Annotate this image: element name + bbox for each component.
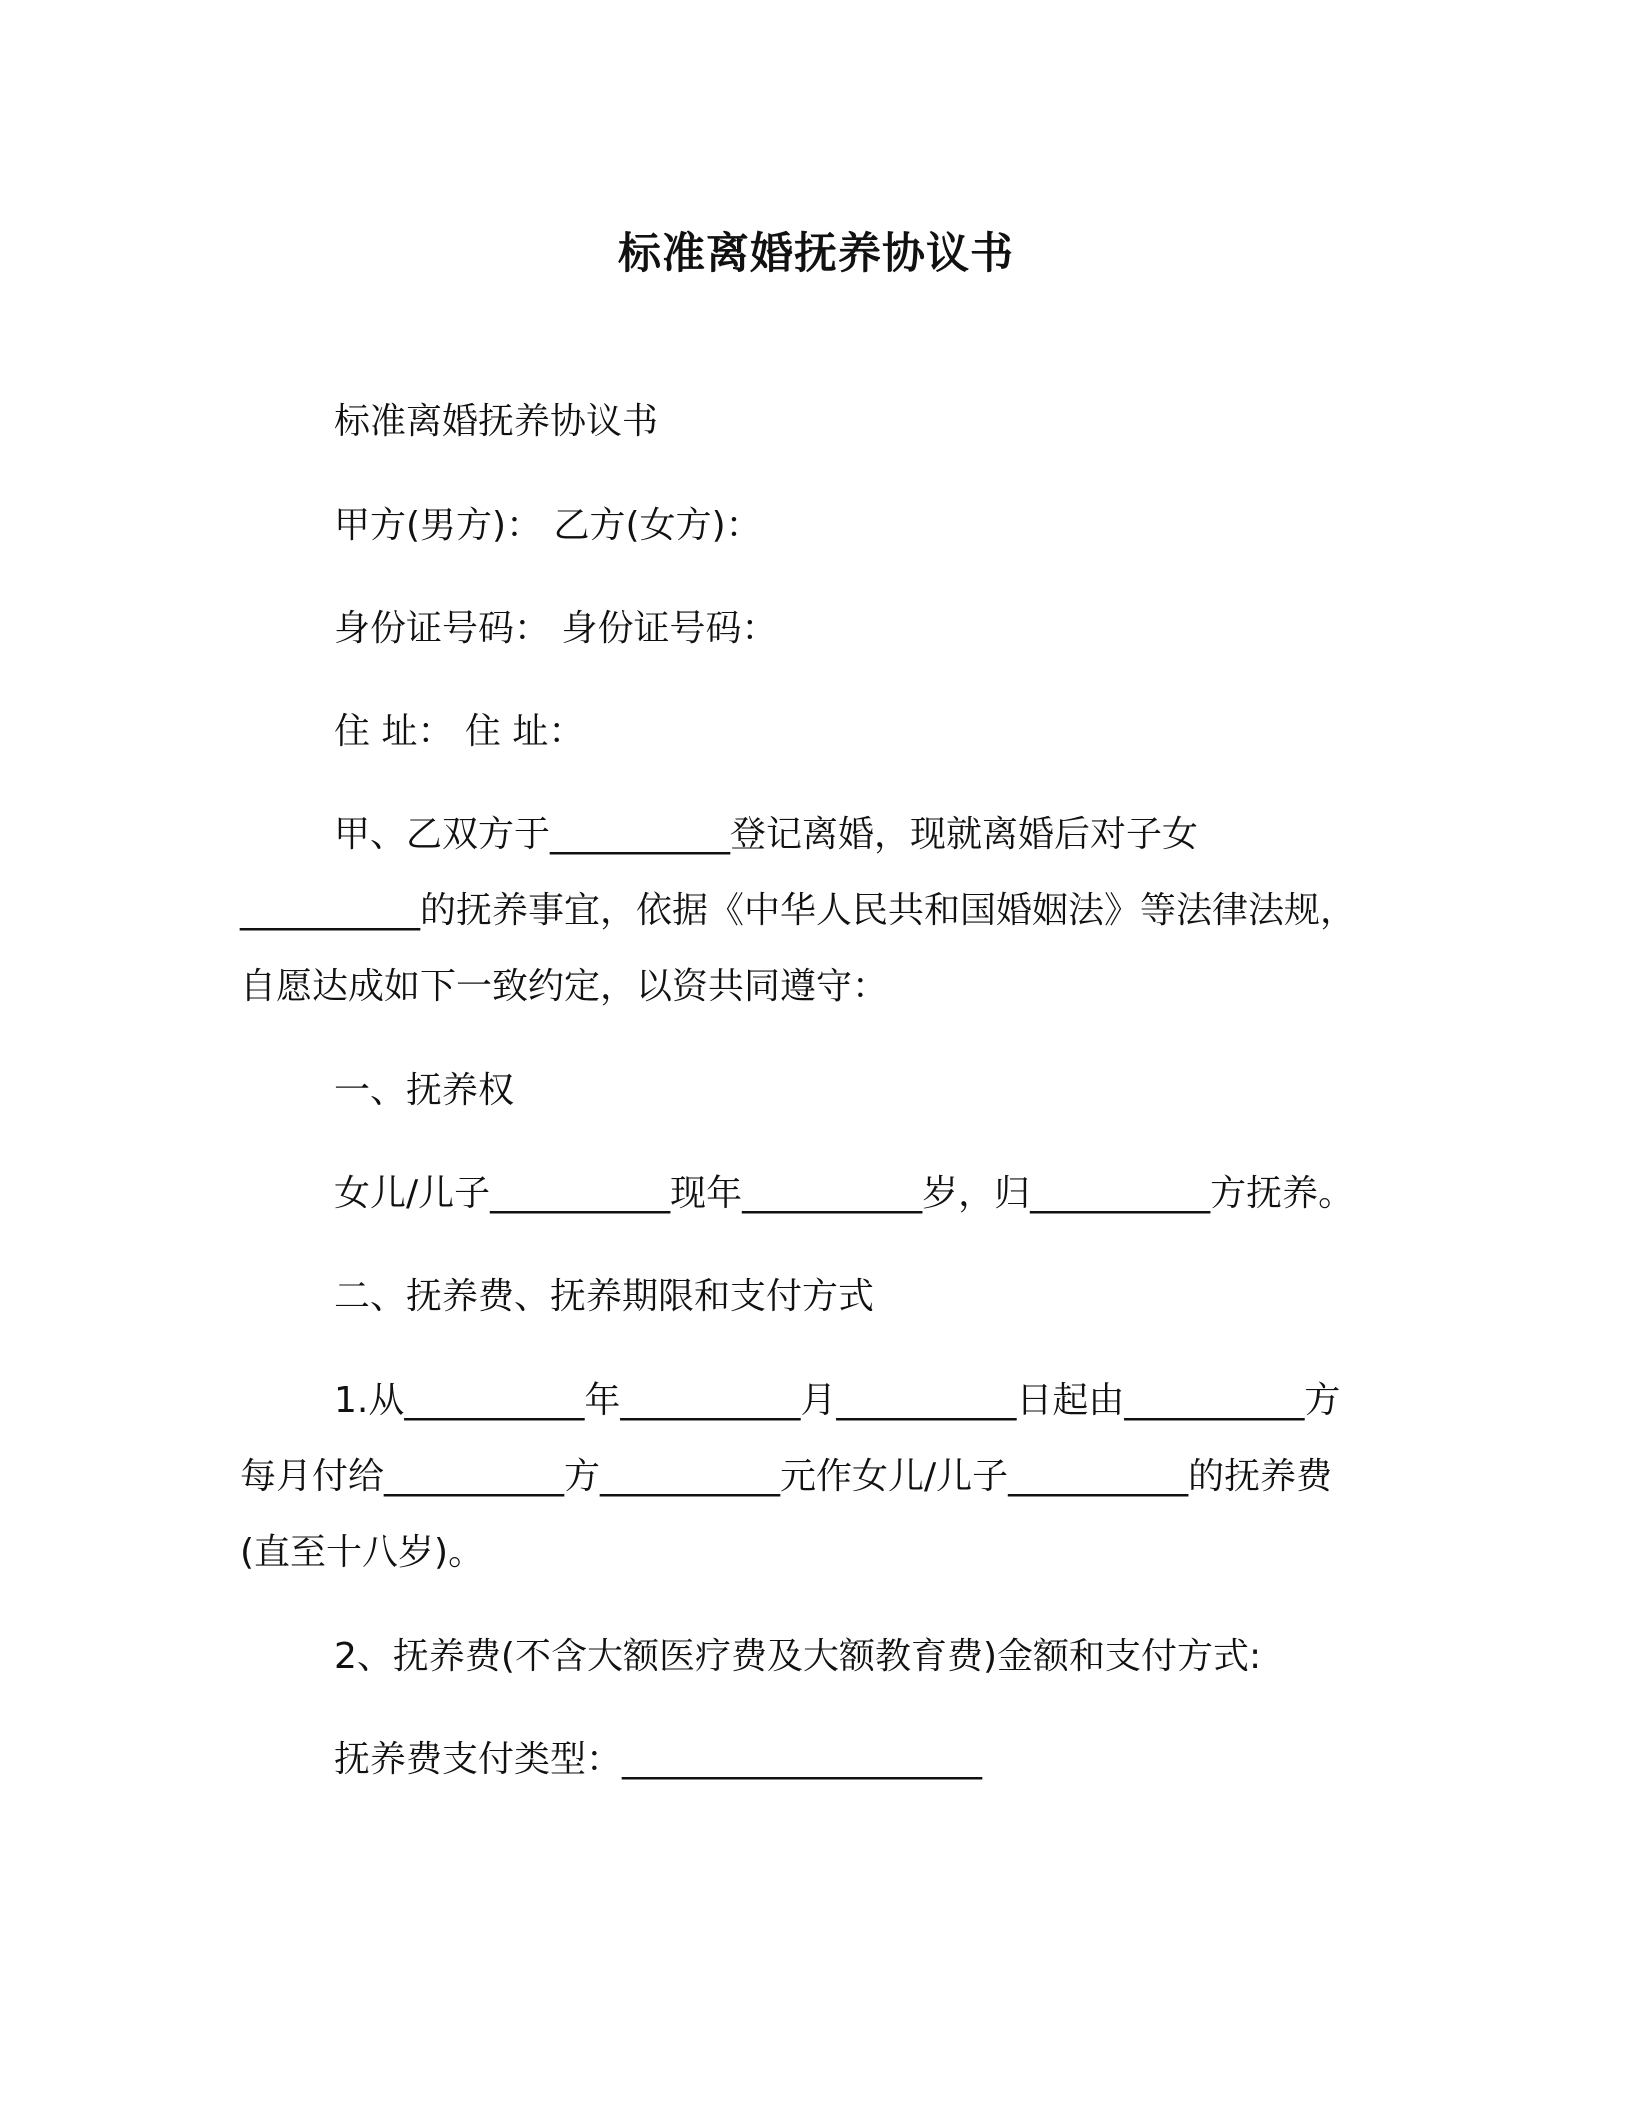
preamble-line-1: 甲、乙双方于__________登记离婚，现就离婚后对子女 bbox=[334, 814, 1199, 855]
document-title: 标准离婚抚养协议书 bbox=[618, 229, 1014, 279]
clause-1-line-3: (直至十八岁)。 bbox=[240, 1532, 485, 1573]
party-names-line: 甲方(男方)： 乙方(女方)： bbox=[334, 505, 762, 546]
address-line: 住 址： 住 址： bbox=[334, 711, 585, 752]
clause-2-line: 2、抚养费(不含大额医疗费及大额教育费)金额和支付方式: bbox=[334, 1636, 1262, 1677]
clause-1-line-1: 1.从__________年__________月__________日起由__________方 bbox=[334, 1380, 1341, 1421]
section-2-heading: 二、抚养费、抚养期限和支付方式 bbox=[334, 1276, 875, 1317]
preamble-line-3: 自愿达成如下一致约定，以资共同遵守： bbox=[240, 966, 889, 1007]
section-1-heading: 一、抚养权 bbox=[334, 1070, 515, 1111]
payment-type-line: 抚养费支付类型：____________________ bbox=[334, 1739, 983, 1780]
subtitle-line: 标准离婚抚养协议书 bbox=[334, 401, 659, 442]
clause-1-line-2: 每月付给__________方__________元作女儿/儿子__________的抚养费 bbox=[240, 1456, 1333, 1497]
preamble-line-2: __________的抚养事宜，依据《中华人民共和国婚姻法》等法律法规， bbox=[240, 890, 1357, 931]
custody-line: 女儿/儿子__________现年__________岁，归__________方抚养。 bbox=[334, 1173, 1355, 1214]
id-number-line: 身份证号码： 身份证号码： bbox=[334, 608, 778, 649]
